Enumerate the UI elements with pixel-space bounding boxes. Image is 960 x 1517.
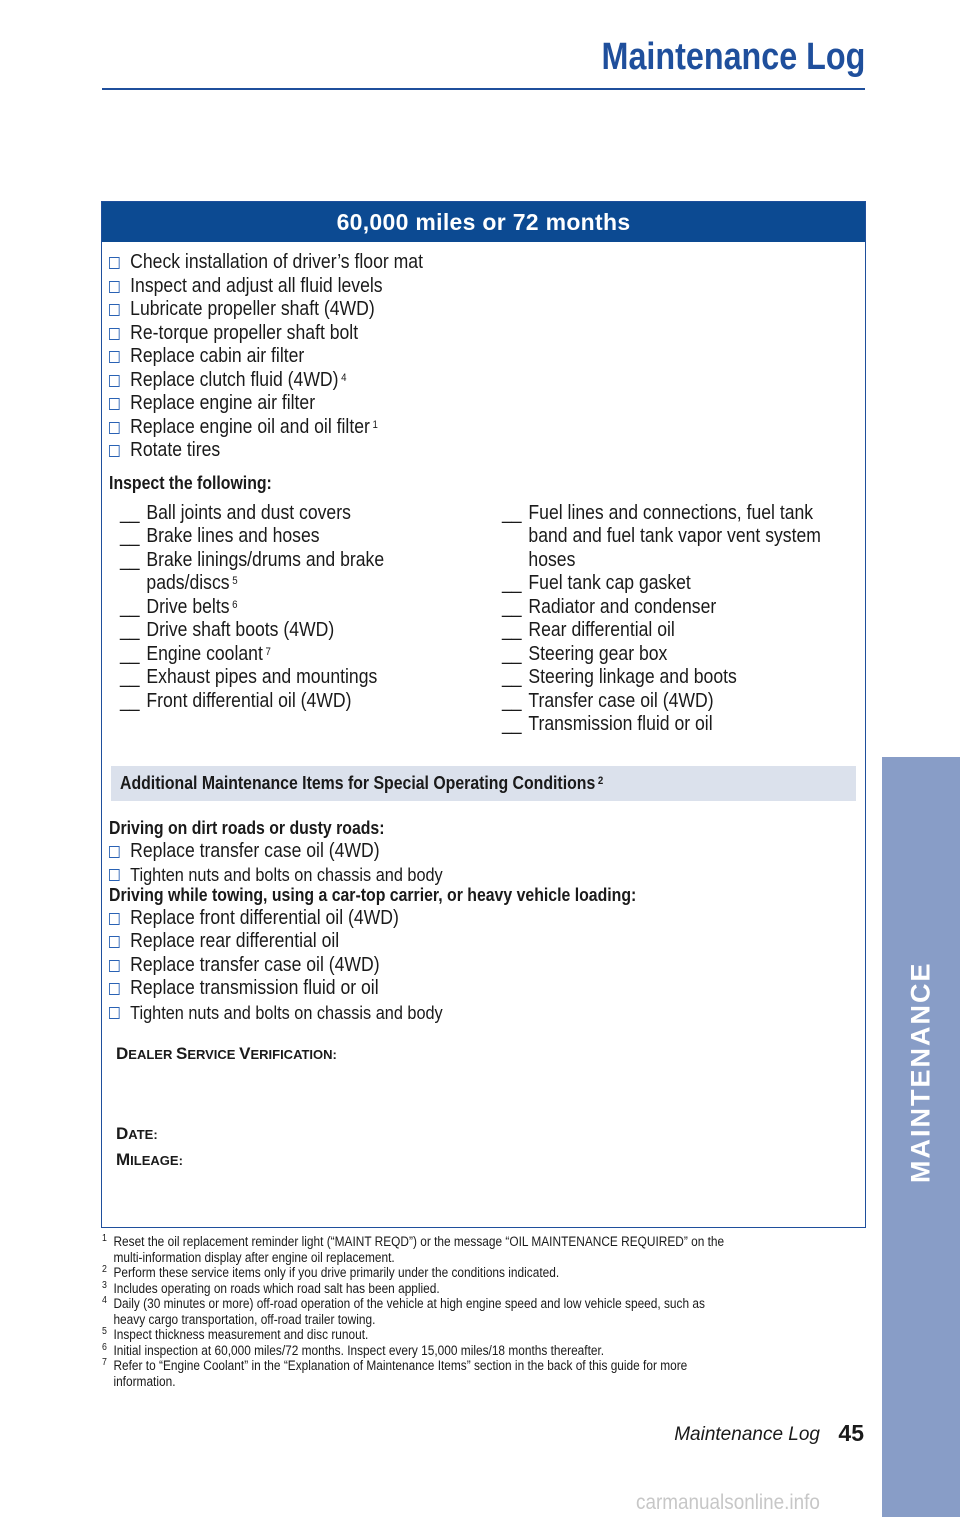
inspect-item-label: Steering linkage and boots bbox=[528, 666, 737, 688]
inspect-item-label: Transfer case oil (4WD) bbox=[528, 689, 714, 712]
blank-line: __ bbox=[502, 713, 522, 735]
checklist-item bbox=[102, 840, 443, 864]
footnote: 3 Includes operating on roads which road salt has been applied. bbox=[102, 1279, 440, 1296]
inspect-item bbox=[502, 713, 819, 737]
checkbox[interactable] bbox=[109, 257, 120, 269]
checklist-item-label: Tighten nuts and bolts on chassis and body bbox=[130, 1001, 443, 1023]
checkbox[interactable] bbox=[109, 1007, 120, 1019]
footnotes bbox=[102, 1234, 862, 1389]
checkbox[interactable] bbox=[109, 869, 120, 881]
inspect-item-label: Fuel lines and connections, fuel tank bbox=[528, 501, 814, 524]
inspect-item bbox=[120, 690, 437, 714]
dirt-roads-heading: Driving on dirt roads or dusty roads: bbox=[109, 817, 385, 838]
inspect-item-label: Rear differential oil bbox=[528, 619, 675, 641]
inspect-item-label: Drive shaft boots (4WD) bbox=[146, 619, 335, 641]
footnote: 2 Perform these service items only if you drive primarily under the conditions indicated. bbox=[102, 1264, 560, 1280]
footnote-ref: 7 bbox=[265, 645, 271, 658]
inspect-item bbox=[120, 643, 437, 667]
inspect-heading: Inspect the following: bbox=[109, 472, 272, 493]
checklist-item-label: Lubricate propeller shaft (4WD) bbox=[130, 298, 375, 320]
footnote: 6 Initial inspection at 60,000 miles/72 months. Inspect every 15,000 miles/18 months thereafter. bbox=[102, 1341, 605, 1358]
checklist-item-label: Replace engine oil and oil filter bbox=[130, 415, 370, 438]
blank-line: __ bbox=[120, 689, 140, 712]
checkbox[interactable] bbox=[109, 398, 120, 410]
checklist-item-label: Replace cabin air filter bbox=[130, 345, 305, 367]
checkbox[interactable] bbox=[109, 422, 120, 434]
inspect-item bbox=[120, 549, 437, 573]
inspect-item bbox=[502, 502, 819, 526]
checkbox[interactable] bbox=[109, 960, 120, 972]
checklist-item bbox=[102, 977, 636, 1001]
inspect-item bbox=[120, 502, 437, 526]
inspect-item bbox=[120, 596, 437, 620]
watermark: carmanualsonline.info bbox=[636, 1491, 820, 1514]
inspect-item-label: Steering gear box bbox=[528, 642, 668, 665]
inspect-item-continued bbox=[120, 572, 437, 596]
footnote: 7 Refer to “Engine Coolant” in the “Explanation of Maintenance Items” section in the back of this guide for more information. bbox=[102, 1357, 688, 1389]
checklist-item bbox=[102, 954, 636, 978]
checklist-item bbox=[102, 298, 426, 322]
blank-line: __ bbox=[502, 501, 522, 524]
service-checklist bbox=[102, 251, 426, 463]
side-tab-label: MAINTENANCE bbox=[905, 961, 936, 1183]
checkbox[interactable] bbox=[109, 281, 120, 293]
mileage-label: MILEAGE: bbox=[116, 1150, 183, 1169]
inspect-item-label: Drive belts bbox=[146, 595, 230, 618]
checkbox[interactable] bbox=[109, 913, 120, 925]
footnote-ref: 6 bbox=[232, 598, 238, 611]
checklist-item-label: Replace engine air filter bbox=[130, 392, 316, 414]
inspect-item-label: Transmission fluid or oil bbox=[528, 713, 713, 735]
blank-line: __ bbox=[120, 642, 140, 665]
blank-line: __ bbox=[120, 595, 140, 618]
blank-line: __ bbox=[502, 689, 522, 712]
checklist-item-label: Replace clutch fluid (4WD) bbox=[130, 368, 339, 391]
inspect-item bbox=[502, 666, 819, 690]
checklist-item-label: Inspect and adjust all fluid levels bbox=[130, 274, 383, 297]
checklist-item bbox=[102, 1001, 636, 1025]
inspect-item bbox=[120, 619, 437, 643]
title-rule bbox=[102, 88, 865, 90]
page-number: 45 bbox=[838, 1420, 864, 1446]
blank-line: __ bbox=[120, 619, 140, 641]
inspect-item-label: Brake linings/drums and brake bbox=[146, 548, 385, 571]
inspect-item-continued bbox=[502, 549, 819, 573]
blank-line: __ bbox=[502, 572, 522, 594]
checkbox[interactable] bbox=[109, 304, 120, 316]
checkbox[interactable] bbox=[109, 983, 120, 995]
checklist-item bbox=[102, 930, 636, 954]
blank-line: __ bbox=[502, 595, 522, 618]
inspect-item bbox=[502, 619, 819, 643]
interval-header: 60,000 miles or 72 months bbox=[102, 202, 865, 242]
inspect-item bbox=[120, 525, 437, 549]
checklist-item-label: Replace transfer case oil (4WD) bbox=[130, 839, 380, 862]
inspect-item-label: Engine coolant bbox=[146, 642, 263, 665]
checklist-item-label: Replace rear differential oil bbox=[130, 930, 340, 952]
inspect-item-label: Front differential oil (4WD) bbox=[146, 689, 352, 712]
checkbox[interactable] bbox=[109, 328, 120, 340]
inspect-item-label: band and fuel tank vapor vent system bbox=[528, 525, 821, 547]
inspect-item-label: Brake lines and hoses bbox=[146, 525, 320, 547]
checkbox[interactable] bbox=[109, 936, 120, 948]
inspect-item-label: hoses bbox=[528, 548, 576, 571]
footnotes-inner bbox=[102, 1234, 873, 1389]
special-conditions-title: Additional Maintenance Items for Special Operating Conditions bbox=[120, 772, 596, 793]
inspect-column-left bbox=[120, 502, 437, 714]
checklist-item bbox=[102, 251, 426, 275]
dirt-roads-checklist bbox=[102, 840, 443, 887]
checklist-item bbox=[102, 439, 426, 463]
inspect-item bbox=[502, 572, 819, 596]
inspect-item-label: pads/discs bbox=[146, 572, 230, 594]
footnote: 1 Reset the oil replacement reminder light (“MAINT REQD”) or the message “OIL MAINTENANCE REQUIRED” on the multi-information display after engine oil replacement. bbox=[102, 1233, 725, 1265]
checkbox[interactable] bbox=[109, 375, 120, 387]
special-conditions-bar bbox=[111, 766, 856, 801]
checkbox[interactable] bbox=[109, 846, 120, 858]
blank-line: __ bbox=[120, 501, 140, 524]
checklist-item bbox=[102, 416, 426, 440]
blank-line: __ bbox=[120, 525, 140, 547]
towing-checklist bbox=[102, 907, 636, 1025]
blank-line: __ bbox=[120, 666, 140, 688]
inspect-item bbox=[502, 690, 819, 714]
checklist-item-label: Rotate tires bbox=[130, 439, 221, 461]
checkbox[interactable] bbox=[109, 351, 120, 363]
inspect-item-label: Exhaust pipes and mountings bbox=[146, 666, 378, 688]
section-side-tab[interactable] bbox=[882, 757, 960, 1517]
checklist-item-label: Check installation of driver’s floor mat bbox=[130, 251, 423, 273]
checklist-item-label: Replace transfer case oil (4WD) bbox=[130, 953, 380, 976]
towing-heading: Driving while towing, using a car-top carrier, or heavy vehicle loading: bbox=[109, 884, 637, 905]
inspect-item-label: Fuel tank cap gasket bbox=[528, 572, 691, 594]
blank-line: __ bbox=[502, 642, 522, 665]
inspect-column-right bbox=[502, 502, 819, 737]
page-title: Maintenance Log bbox=[601, 36, 865, 78]
checklist-item bbox=[102, 275, 426, 299]
checklist-item bbox=[102, 369, 426, 393]
checklist-item bbox=[102, 322, 426, 346]
checklist-item-label: Re-torque propeller shaft bolt bbox=[130, 321, 359, 344]
inspect-item bbox=[502, 643, 819, 667]
footnote-ref: 1 bbox=[372, 418, 378, 431]
footnote-ref: 2 bbox=[597, 774, 604, 787]
blank-line: __ bbox=[502, 619, 522, 641]
blank-line: __ bbox=[120, 548, 140, 571]
inspect-item-label: Ball joints and dust covers bbox=[146, 501, 351, 524]
checkbox[interactable] bbox=[109, 445, 120, 457]
checklist-item-label: Replace front differential oil (4WD) bbox=[130, 906, 399, 929]
blank-line: __ bbox=[502, 666, 522, 688]
footnote: 4 Daily (30 minutes or more) off-road operation of the vehicle at high engine speed and low vehicle speed, such as heavy cargo transportation, off-road trailer towing. bbox=[102, 1295, 705, 1327]
footer-section-label: Maintenance Log bbox=[674, 1424, 820, 1445]
inspect-columns bbox=[102, 502, 865, 762]
checklist-item bbox=[102, 345, 426, 369]
checklist-item bbox=[102, 907, 636, 931]
inspect-item-continued bbox=[502, 525, 819, 549]
service-interval-box bbox=[101, 201, 866, 1228]
checklist-item bbox=[102, 392, 426, 416]
checklist-item-label: Tighten nuts and bolts on chassis and body bbox=[130, 864, 443, 885]
inspect-item bbox=[120, 666, 437, 690]
date-label: DATE: bbox=[116, 1124, 158, 1143]
dealer-verification-label: DEALER SERVICE VERIFICATION: bbox=[116, 1044, 337, 1063]
inspect-item-label: Radiator and condenser bbox=[528, 595, 717, 618]
footnote-ref: 5 bbox=[232, 575, 238, 587]
footnote-ref: 4 bbox=[341, 371, 347, 384]
checklist-item-label: Replace transmission fluid or oil bbox=[130, 977, 379, 999]
dirt-roads-section bbox=[102, 816, 443, 887]
checklist-wrap bbox=[102, 251, 426, 495]
inspect-item bbox=[502, 596, 819, 620]
footnote: 5 Inspect thickness measurement and disc runout. bbox=[102, 1326, 369, 1342]
towing-section bbox=[102, 883, 636, 1025]
